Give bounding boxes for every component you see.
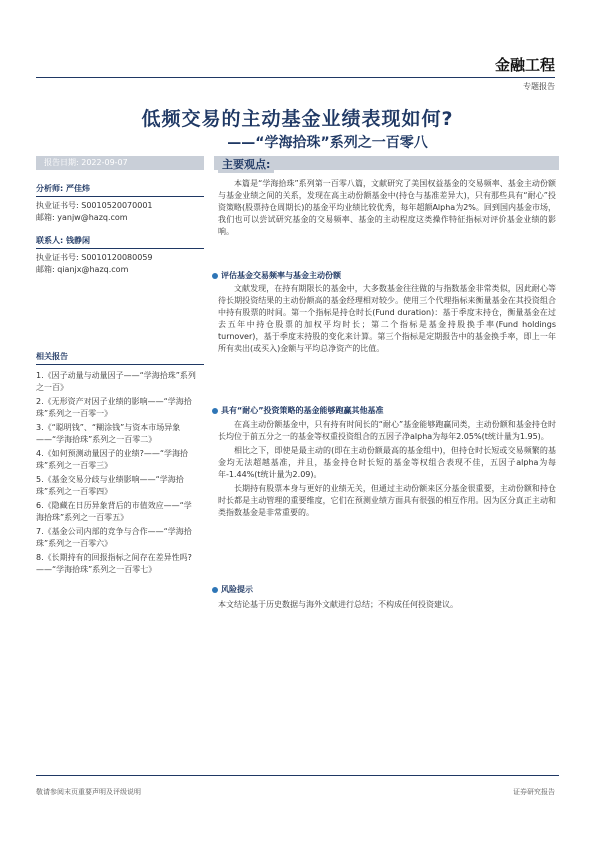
contact-name: 钱静闲	[66, 236, 90, 245]
analyst-block	[36, 183, 204, 224]
contact-label-row	[36, 235, 204, 246]
brand-title: 金融工程	[494, 56, 555, 74]
email-link[interactable]: yanjw@hazq.com	[57, 213, 128, 222]
analyst-cert	[36, 200, 204, 212]
section-body-2	[218, 419, 556, 519]
related-item[interactable]: 8.《长期持有的回报指标之间存在差异性吗?——“学海拾珠”系列之一百零七》	[36, 553, 192, 574]
section-title: 风险提示	[221, 585, 253, 594]
email-label: 邮箱:	[36, 213, 55, 222]
analyst-email	[36, 212, 204, 224]
section-para: 文献发现，在持有期限长的基金中，大多数基金往往做的与指数基金非常类似，因此耐心等待长期投资结果的主动份额高的基金经理相对较少。使用三个代理指标来衡量基金在其投资组合中持有股票的时间。第一个指标是持仓时长(Fund duration)：基于季度末持仓，衡量基金在过去五年中持仓股票的加权平均时长；第二个指标是基金持股换手率(Fund holdings turnover)，基于季度末持股的变化来计算。第三个指标是定期报告中的基金换手率，即上一年所有卖出(或买入)金额与平均总净资产的比值。	[218, 284, 556, 353]
related-divider	[36, 364, 204, 365]
section-heading-3	[212, 584, 253, 595]
cert-label: 执业证书号:	[36, 253, 79, 262]
page-subtitle: ——“学海拾珠”系列之一百零八	[227, 135, 428, 151]
cert-number: S0010120080059	[81, 253, 153, 262]
analyst-label: 分析师:	[36, 184, 64, 193]
report-date: 报告日期: 2022-09-07	[36, 156, 204, 170]
related-reports	[36, 351, 204, 575]
email-link[interactable]: qianjx@hazq.com	[57, 265, 129, 274]
contact-label: 联系人:	[36, 236, 64, 245]
section-body-3	[218, 599, 556, 611]
related-item[interactable]: 7.《基金公司内部的竞争与合作——“学海拾珠”系列之一百零六》	[36, 527, 192, 548]
related-item[interactable]: 5.《基金交易分歧与业绩影响——“学海拾珠”系列之一百零四》	[36, 475, 184, 496]
page-title: 低频交易的主动基金业绩表现如何?	[141, 108, 454, 130]
related-item[interactable]: 4.《如何预测动量因子的业绩?——“学海拾珠”系列之一百零三》	[36, 449, 189, 470]
intro-paragraph	[218, 178, 556, 238]
section-title: 具有“耐心”投资策略的基金能够跑赢其他基准	[221, 406, 384, 415]
section-para: 相比之下，即使是最主动的(即在主动份额最高的基金组中)，但持仓时长短或交易频繁的基金均无法超越基准，并且，基金持仓时长短的基金等权组合表现不佳，五因子alpha为每年-1.44%(t统计量为2.09)。	[218, 446, 556, 479]
contact-divider	[36, 248, 204, 249]
section-heading-2	[212, 405, 384, 416]
key-points-heading: 主要观点:	[218, 157, 274, 173]
section-para: 长期持有股票本身与更好的业绩无关，但通过主动份额来区分基金很重要，主动份额和持仓时长都是主动管理的重要维度，它们在预测业绩方面具有很强的相互作用。因为区分真正主动和类指数基金是非常重要的。	[218, 484, 556, 517]
header-divider	[36, 77, 555, 78]
section-heading-1	[212, 270, 341, 281]
intro-text: 本篇是“学海拾珠”系列第一百零八篇，文献研究了美国权益基金的交易频率、基金主动份额与基金业绩之间的关系，发现在高主动份额基金中(持仓与基准差异大)，只有那些具有“耐心”投资策略(股票持仓周期长)的基金平均业绩比较优秀，每年超额Alpha为2%。回到国内基金市场，我们也可以尝试研究基金的交易频率、基金的主动程度这类操作特征指标对评价基金业绩的影响。	[218, 179, 556, 236]
footer-label: 证券研究报告	[513, 788, 555, 796]
analyst-name: 严佳炜	[66, 184, 90, 193]
bullet-icon	[212, 408, 218, 414]
email-label: 邮箱:	[36, 265, 55, 274]
analyst-divider	[36, 196, 204, 197]
section-para: 本文结论基于历史数据与海外文献进行总结；不构成任何投资建议。	[218, 600, 458, 609]
analyst-label-row	[36, 183, 204, 194]
contact-cert	[36, 252, 204, 264]
related-item[interactable]: 6.《隐藏在日历异象背后的市值效应——“学海拾珠”系列之一百零五》	[36, 501, 192, 522]
section-para: 在高主动份额基金中，只有持有时间长的“耐心”基金能够跑赢同类，主动份额和基金持仓时长均位于前五分之一的基金等权重投资组合的五因子净alpha为每年2.05%(t统计量为1.95)。	[218, 420, 556, 441]
cert-number: S0010520070001	[81, 201, 153, 210]
footer-divider	[36, 775, 559, 776]
footer-disclaimer[interactable]: 敬请参阅末页重要声明及评级说明	[36, 788, 141, 796]
section-title: 评估基金交易频率与基金主动份额	[221, 271, 341, 280]
bullet-icon	[212, 273, 218, 279]
related-item[interactable]: 1.《因子动量与动量因子——“学海拾珠”系列之一百》	[36, 371, 196, 392]
related-item[interactable]: 3.《“聪明钱”、“糊涂钱”与资本市场异象——“学海拾珠”系列之一百零二》	[36, 423, 181, 444]
contact-email	[36, 264, 204, 276]
related-heading: 相关报告	[36, 352, 68, 361]
bullet-icon	[212, 587, 218, 593]
section-body-1	[218, 283, 556, 355]
contact-block	[36, 235, 204, 276]
related-item[interactable]: 2.《无形资产对因子业绩的影响——“学海拾珠”系列之一百零一》	[36, 397, 192, 418]
report-type: 专题报告	[523, 82, 555, 91]
cert-label: 执业证书号:	[36, 201, 79, 210]
